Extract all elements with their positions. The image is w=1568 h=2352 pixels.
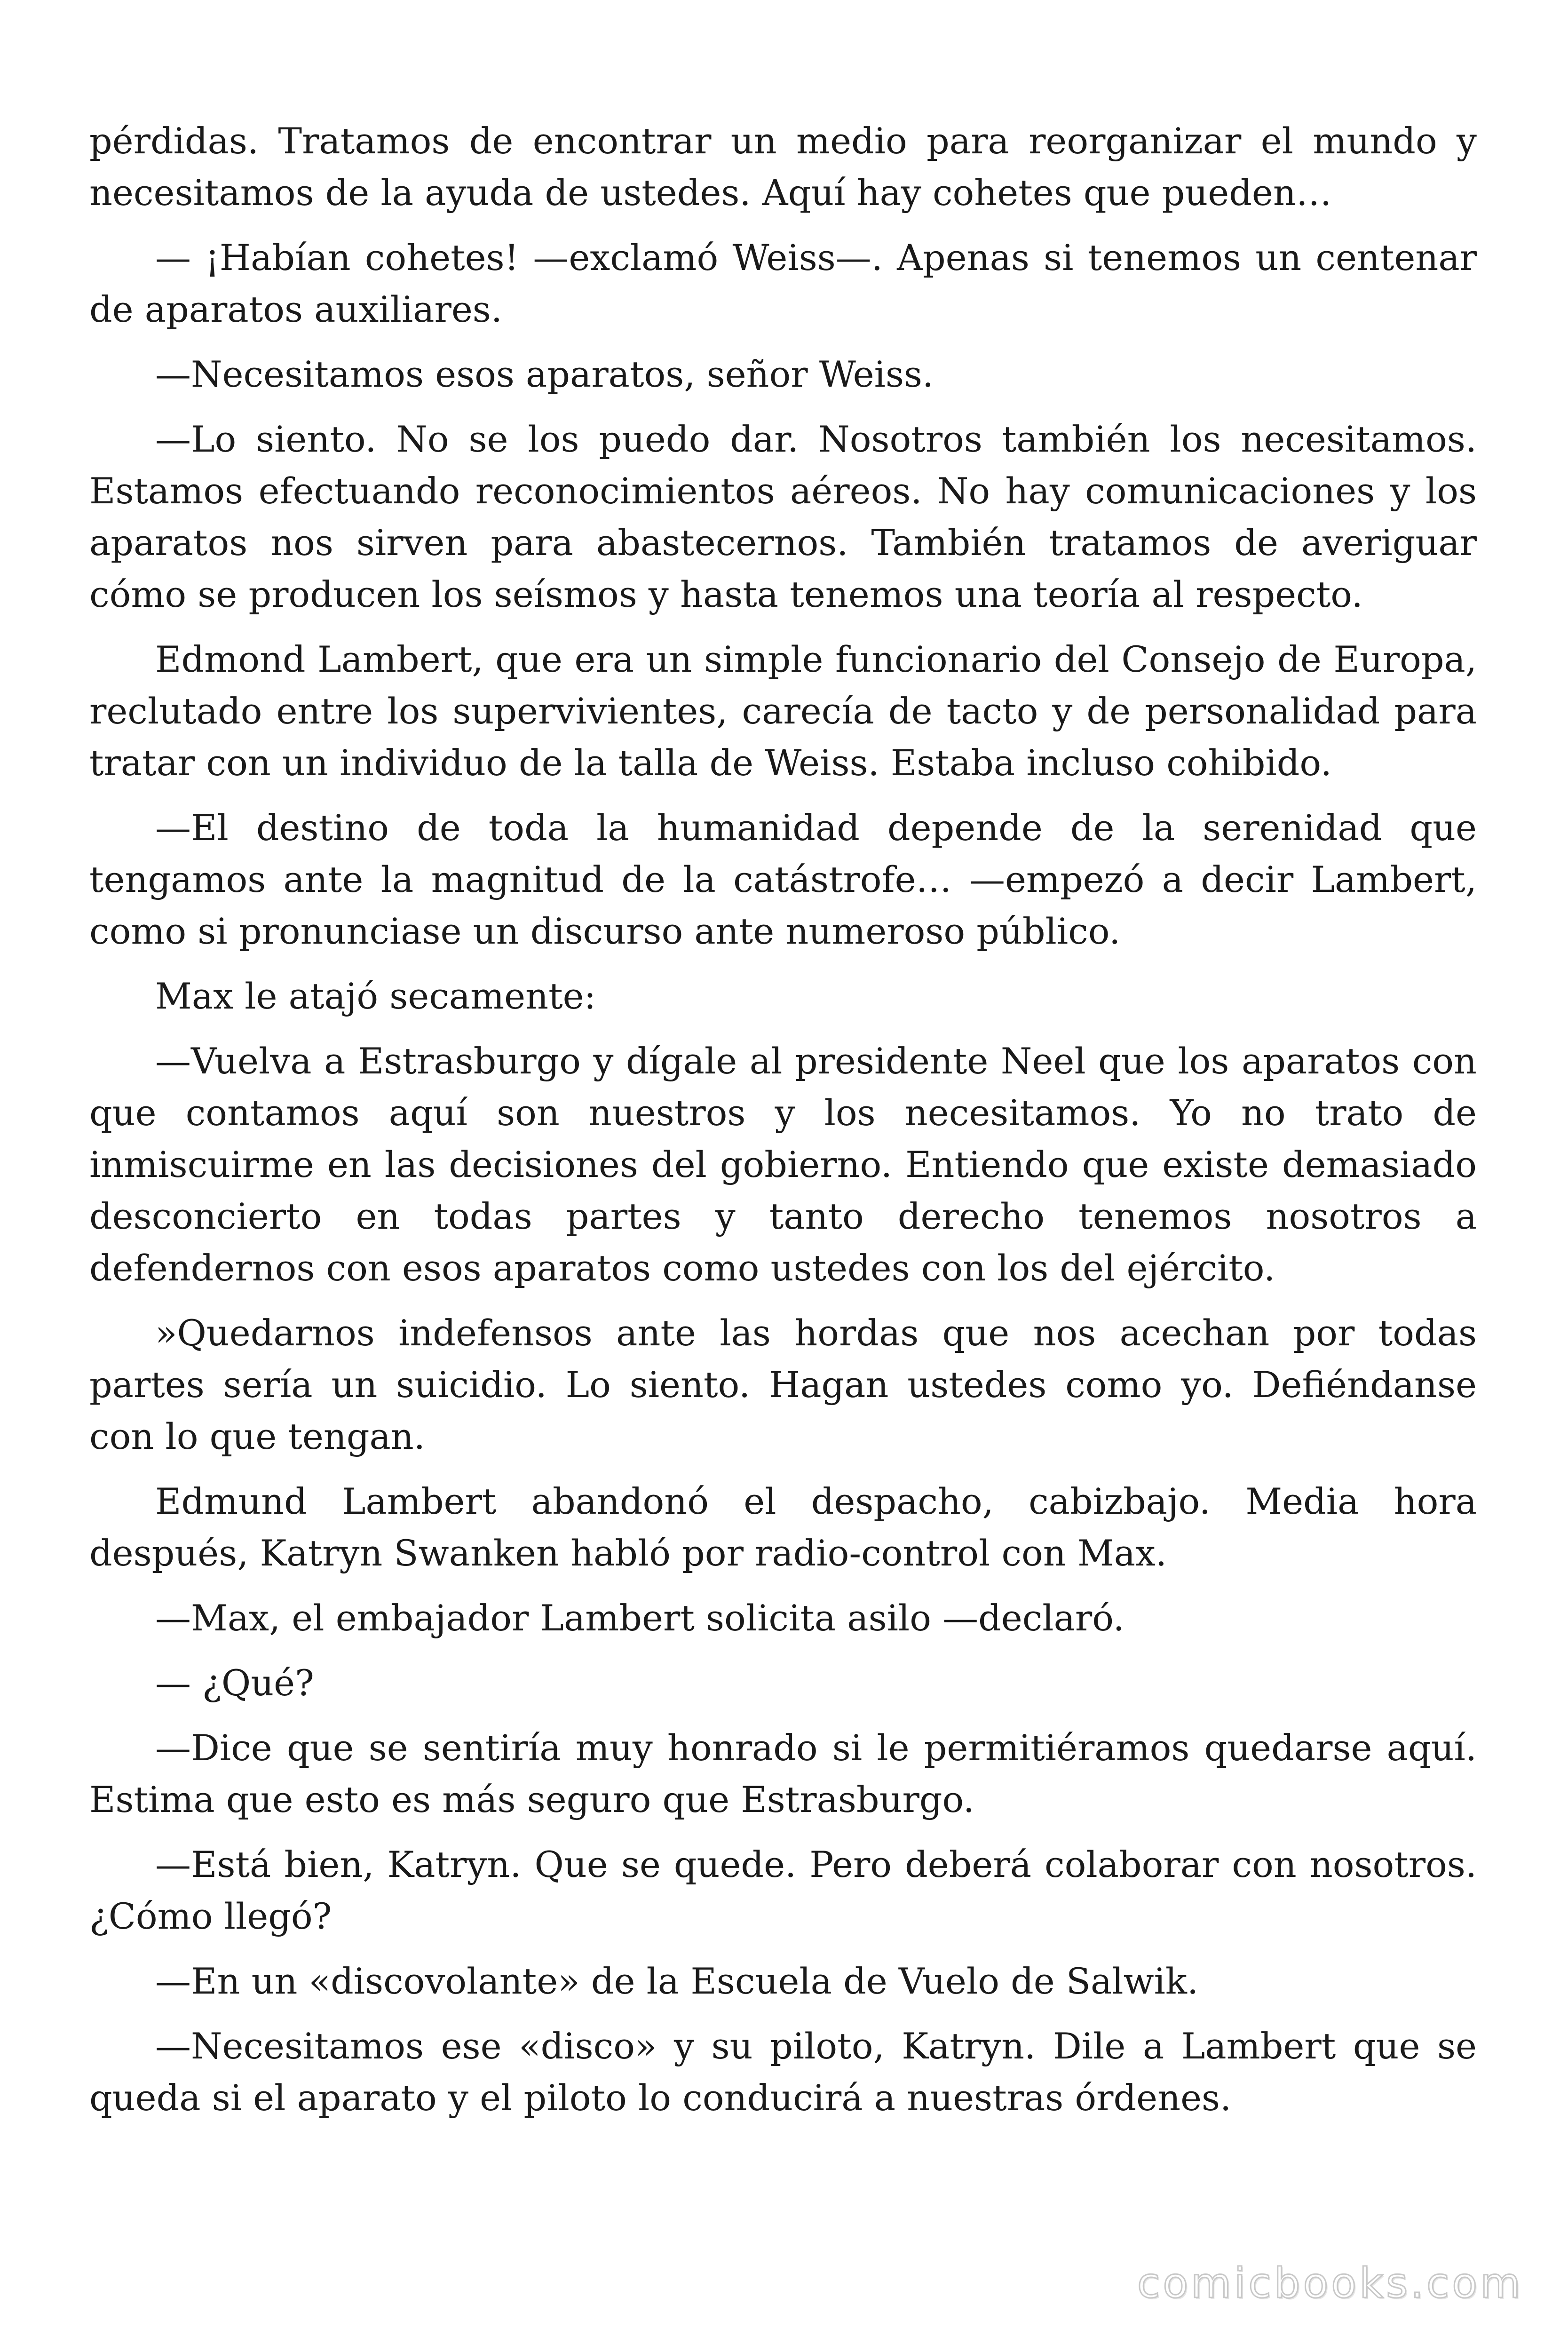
- paragraph: Edmond Lambert, que era un simple funcionario del Consejo de Europa, reclutado entre los supervivientes, carecía de tacto y de personalidad para tratar con un individuo de la talla de Weiss. Estaba incluso cohibido.: [89, 638, 1477, 784]
- paragraph: »Quedarnos indefensos ante las hordas que nos acechan por todas partes sería un suicidio. Lo siento. Hagan ustedes como yo. Defiéndanse con lo que tengan.: [89, 1312, 1477, 1457]
- paragraph: Max le atajó secamente:: [155, 975, 596, 1017]
- paragraph: pérdidas. Tratamos de encontrar un medio para reorganizar el mundo y necesitamos de la ayuda de ustedes. Aquí hay cohetes que pueden…: [89, 120, 1477, 214]
- paragraph: —Lo siento. No se los puedo dar. Nosotros también los necesitamos. Estamos efectuando reconocimientos aéreos. No hay comunicaciones y los aparatos nos sirven para abastecernos. También tratamos de averiguar cómo se producen los seísmos y hasta tenemos una teoría al respecto.: [89, 418, 1477, 615]
- paragraph: Edmund Lambert abandonó el despacho, cabizbajo. Media hora después, Katryn Swanken habló por radio-control con Max.: [89, 1480, 1477, 1574]
- paragraph: — ¿Qué?: [155, 1662, 314, 1704]
- paragraph: —Vuelva a Estrasburgo y dígale al presidente Neel que los aparatos con que contamos aquí son nuestros y los necesitamos. Yo no trato de inmiscuirme en las decisiones del gobierno. Entiendo que existe demasiado desconcierto en todas partes y tanto derecho tenemos nosotros a defendernos con esos aparatos como ustedes con los del ejército.: [89, 1040, 1477, 1289]
- paragraph: —Está bien, Katryn. Que se quede. Pero deberá colaborar con nosotros. ¿Cómo llegó?: [89, 1843, 1477, 1937]
- paragraph: —Max, el embajador Lambert solicita asilo —declaró.: [155, 1597, 1125, 1639]
- paragraph: —En un «discovolante» de la Escuela de Vuelo de Salwik.: [155, 1960, 1199, 2002]
- paragraph: —Necesitamos ese «disco» y su piloto, Katryn. Dile a Lambert que se queda si el aparato y el piloto lo conducirá a nuestras órdenes.: [89, 2025, 1477, 2119]
- watermark: comicbooks.com: [1137, 2259, 1523, 2307]
- paragraph: —Dice que se sentiría muy honrado si le permitiéramos quedarse aquí. Estima que esto es más seguro que Estrasburgo.: [89, 1727, 1477, 1820]
- document-body: [89, 115, 1477, 2137]
- paragraph: — ¡Habían cohetes! —exclamó Weiss—. Apenas si tenemos un centenar de aparatos auxiliares.: [89, 237, 1477, 330]
- paragraph: —El destino de toda la humanidad depende de la serenidad que tengamos ante la magnitud de la catástrofe… —empezó a decir Lambert, como si pronunciase un discurso ante numeroso público.: [89, 807, 1477, 952]
- paragraph: —Necesitamos esos aparatos, señor Weiss.: [155, 353, 934, 395]
